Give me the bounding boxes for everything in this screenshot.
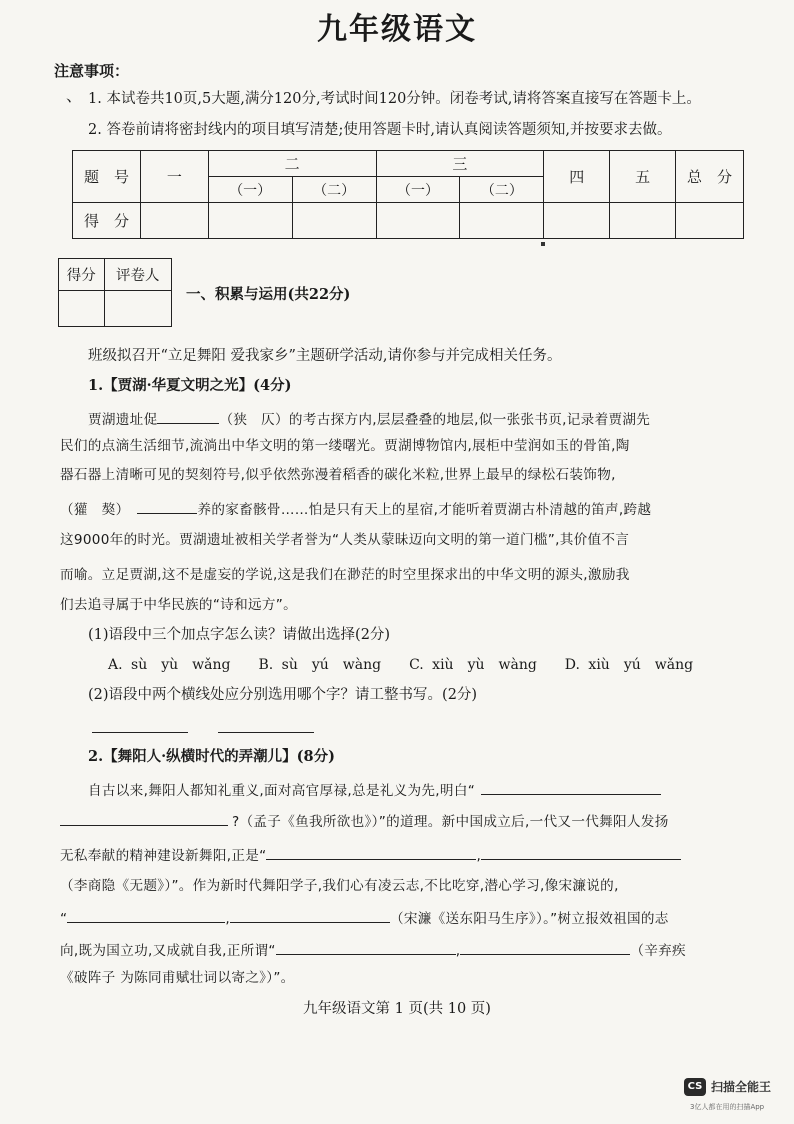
q2-title: 2.【舞阳人·纵横时代的弄潮儿】(8分) bbox=[88, 748, 335, 765]
score-cell bbox=[610, 203, 676, 239]
q2-line-3a: 无私奉献的精神建设新舞阳,正是“ bbox=[60, 848, 267, 864]
q2-line-3 bbox=[60, 845, 750, 866]
score-cell bbox=[544, 203, 610, 239]
q1-line-7: 们去追寻属于中华民族的“诗和远方”。 bbox=[60, 597, 297, 613]
score-table-three-a: （一） bbox=[376, 177, 460, 203]
q2-line-6b: , bbox=[455, 943, 461, 959]
blank-7[interactable] bbox=[67, 908, 225, 923]
q2-line-2a: ?（孟子《鱼我所欲也》）”的道理。新中国成立后,一代又一代舞阳人发扬 bbox=[232, 814, 669, 830]
stray-mark: 、 bbox=[66, 86, 83, 105]
q2-line-7: 《破阵子 为陈同甫赋壮词以寄之》）”。 bbox=[60, 970, 295, 986]
q2-line-3b: , bbox=[476, 848, 482, 864]
q1-line-1a: 贾湖遗址促 bbox=[88, 412, 158, 428]
q2-line-5b: , bbox=[225, 911, 230, 927]
q1-line-3: 器石器上清晰可见的契刻符号,似乎依然弥漫着稻香的碳化米粒,世界上最早的绿松石装饰物, bbox=[60, 467, 616, 483]
q1-title: 1.【贾湖·华夏文明之光】(4分) bbox=[88, 377, 292, 394]
page-title: 九年级语文 bbox=[317, 12, 477, 47]
grader-box bbox=[58, 258, 172, 327]
score-table-three-b: （二） bbox=[460, 177, 544, 203]
score-cell bbox=[376, 203, 460, 239]
q1-answer-lines bbox=[92, 718, 344, 737]
score-cell bbox=[676, 203, 744, 239]
q2-line-6a: 向,既为国立功,又成就自我,正所谓“ bbox=[60, 943, 276, 959]
blank-4[interactable] bbox=[60, 811, 228, 826]
q1-line-4b: 养的家畜骸骨……怕是只有天上的星宿,才能听着贾湖古朴清越的笛声,跨越 bbox=[197, 502, 652, 518]
blank-1[interactable] bbox=[157, 409, 219, 424]
q1-options: A. sù yù wǎng B. sù yú wàng C. xiù yù wàng D. xiù yú wǎng bbox=[108, 657, 694, 673]
blank-2[interactable] bbox=[137, 499, 197, 514]
q2-line-6c: （辛弃疾 bbox=[630, 943, 686, 959]
score-table bbox=[72, 150, 744, 239]
score-table-col-total: 总 分 bbox=[676, 151, 744, 203]
score-table-two-a: （一） bbox=[208, 177, 292, 203]
answer-line-2[interactable] bbox=[218, 718, 314, 733]
scanner-logo-icon: CS bbox=[684, 1078, 706, 1096]
q2-line-1a: 自古以来,舞阳人都知礼重义,面对高官厚禄,总是礼义为先,明白“ bbox=[88, 783, 476, 799]
scan-speck bbox=[541, 242, 545, 246]
q2-line-5c: （宋濂《送东阳马生序》）。”树立报效祖国的志 bbox=[389, 911, 669, 927]
score-table-col-one: 一 bbox=[140, 151, 208, 203]
q2-line-5 bbox=[60, 908, 750, 929]
q1-line-5: 这9000年的时光。贾湖遗址被相关学者誉为“人类从蒙昧迈向文明的第一道门槛”,其价值不言 bbox=[60, 532, 630, 548]
page-footer: 九年级语文第 1 页(共 10 页) bbox=[303, 1001, 491, 1017]
blank-6[interactable] bbox=[481, 845, 681, 860]
score-table-row2-label: 得 分 bbox=[73, 203, 141, 239]
score-table-col-two: 二 bbox=[208, 151, 376, 177]
grader-score-label: 得分 bbox=[59, 259, 105, 291]
q2-line-2 bbox=[60, 811, 750, 832]
section-1-heading: 一、积累与运用(共22分) bbox=[186, 286, 351, 303]
intro-text: 班级拟召开“立足舞阳 爱我家乡”主题研学活动,请你参与并完成相关任务。 bbox=[88, 348, 562, 364]
q1-line-6: 而喻。立足贾湖,这不是虚妄的学说,这是我们在渺茫的时空里探求出的中华文明的源头,激励我 bbox=[60, 567, 630, 583]
notice-heading: 注意事项： bbox=[54, 62, 130, 80]
scanner-tagline: 3亿人都在用的扫描App bbox=[690, 1103, 765, 1111]
grader-score-cell bbox=[59, 291, 105, 327]
q1-line-4 bbox=[60, 499, 750, 520]
score-cell bbox=[292, 203, 376, 239]
q1-sub2: (2)语段中两个横线处应分别选用哪个字？请工整书写。(2分) bbox=[88, 687, 478, 703]
q2-line-1 bbox=[88, 780, 778, 801]
score-table-two-b: （二） bbox=[292, 177, 376, 203]
q1-sub1: (1)语段中三个加点字怎么读？请做出选择(2分) bbox=[88, 627, 391, 643]
q1-line-1 bbox=[88, 409, 778, 430]
q1-line-2: 民们的点滴生活细节,流淌出中华文明的第一缕曙光。贾湖博物馆内,展柜中莹润如玉的骨笛,陶 bbox=[60, 438, 630, 454]
blank-10[interactable] bbox=[460, 940, 630, 955]
blank-9[interactable] bbox=[276, 940, 456, 955]
score-table-col-three: 三 bbox=[376, 151, 544, 177]
score-cell bbox=[460, 203, 544, 239]
score-table-col-five: 五 bbox=[610, 151, 676, 203]
grader-reviewer-cell bbox=[104, 291, 172, 327]
score-cell bbox=[208, 203, 292, 239]
score-cell bbox=[140, 203, 208, 239]
answer-line-1[interactable] bbox=[92, 718, 188, 733]
blank-5[interactable] bbox=[266, 845, 476, 860]
notice-item-2: 2. 答卷前请将密封线内的项目填写清楚;使用答题卡时,请认真阅读答题须知,并按要求去做。 bbox=[88, 122, 672, 138]
blank-3[interactable] bbox=[481, 780, 661, 795]
blank-8[interactable] bbox=[230, 908, 390, 923]
scanner-brand: 扫描全能王 bbox=[711, 1080, 772, 1094]
q1-line-4a: （獾 獒） bbox=[60, 502, 130, 518]
notice-item-1: 1. 本试卷共10页,5大题,满分120分,考试时间120分钟。闭卷考试,请将答案直接写在答题卡上。 bbox=[88, 91, 701, 107]
q2-line-6 bbox=[60, 940, 750, 961]
score-table-col-four: 四 bbox=[544, 151, 610, 203]
score-table-row1-label: 题 号 bbox=[73, 151, 141, 203]
q1-line-1b: （狭 仄）的考古探方内,层层叠叠的地层,似一张张书页,记录着贾湖先 bbox=[219, 412, 651, 428]
q2-line-4: （李商隐《无题》）”。作为新时代舞阳学子,我们心有凌云志,不比吃穿,潜心学习,像宋濂说的, bbox=[60, 878, 619, 894]
grader-reviewer-label: 评卷人 bbox=[104, 259, 172, 291]
q2-line-5a: “ bbox=[60, 911, 68, 927]
